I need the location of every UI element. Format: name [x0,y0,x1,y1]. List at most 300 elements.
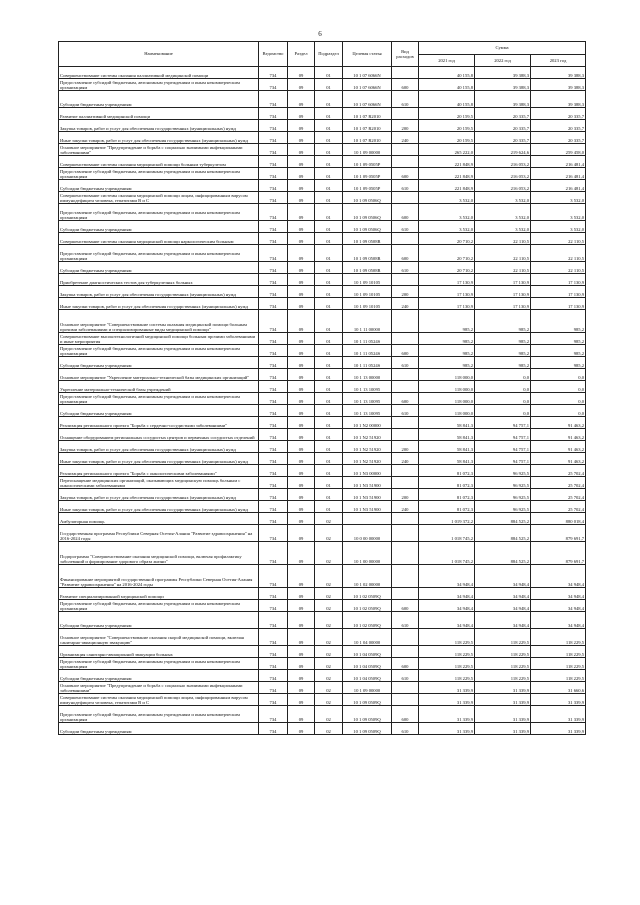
row-name-cell: Основное мероприятие "Предупреждение и борьба с социально значимыми инфекционными заболеваниями" [59,682,259,694]
row-2023-cell: 91 463,2 [531,429,586,441]
row-section-cell: 09 [288,629,315,646]
row-section-cell: 09 [288,565,315,588]
row-target-article-cell: 10 1 02 00000 [343,565,392,588]
row-target-article-cell: 10 1 02 0509Q [343,588,392,600]
row-expense-type-cell [392,565,419,588]
row-target-article-cell: 10 0 00 00000 [343,525,392,542]
row-expense-type-cell [392,67,419,79]
row-section-cell: 09 [288,67,315,79]
table-row [59,180,586,192]
row-name-cell: Субсидии бюджетным учреждениям [59,723,259,735]
row-subsection-cell: 01 [315,79,343,91]
row-expense-type-cell [392,477,419,489]
row-2022-cell: 219 624,6 [475,144,531,156]
row-2022-cell: 22 110,5 [475,262,531,274]
row-name-cell: Приобретение диагностических тестов для туберкулезных больных [59,274,259,286]
row-target-article-cell: 10 1 07 R2010 [343,132,392,144]
row-section-cell: 09 [288,168,315,180]
row-section-cell: 09 [288,658,315,670]
row-name-cell: Предоставление субсидий бюджетным, автономным учреждениям и иным некоммерческим организациям [59,168,259,180]
row-name-cell: Основное мероприятие "Укрепление материально-технической базы медицинских организаций" [59,369,259,381]
row-subsection-cell: 01 [315,108,343,120]
row-2022-cell: 884 525,2 [475,542,531,565]
row-2022-cell: 0,0 [475,369,531,381]
row-expense-type-cell [392,274,419,286]
row-subsection-cell: 01 [315,381,343,393]
row-expense-type-cell: 610 [392,405,419,417]
row-name-cell: Иные закупки товаров, работ и услуг для обеспечения государственных (муниципальных) нужд [59,298,259,310]
row-expense-type-cell [392,629,419,646]
row-2023-cell: 91 463,2 [531,441,586,453]
row-section-cell: 09 [288,144,315,156]
row-2022-cell: 34 948,4 [475,588,531,600]
table-row [59,465,586,477]
header-department: Ведомство [259,42,288,67]
row-2021-cell: 118 000,0 [419,393,475,405]
row-department-cell: 734 [259,453,288,465]
row-target-article-cell: 10 1 N3 51900 [343,501,392,513]
table-row [59,393,586,405]
row-subsection-cell: 02 [315,658,343,670]
table-row [59,694,586,706]
row-subsection-cell: 01 [315,192,343,204]
row-department-cell: 734 [259,221,288,233]
row-target-article-cell: 10 1 07 6066N [343,67,392,79]
row-section-cell: 09 [288,262,315,274]
table-row [59,706,586,723]
table-row [59,221,586,233]
row-2021-cell: 40 155,8 [419,67,475,79]
row-2023-cell: 34 948,4 [531,565,586,588]
row-2022-cell: 34 948,4 [475,600,531,612]
row-department-cell: 734 [259,91,288,108]
row-2023-cell: 0,0 [531,405,586,417]
row-2023-cell: 25 702,4 [531,465,586,477]
row-subsection-cell: 01 [315,465,343,477]
row-department-cell: 734 [259,108,288,120]
row-2021-cell: 985,2 [419,357,475,369]
row-section-cell: 09 [288,357,315,369]
row-department-cell: 734 [259,658,288,670]
row-expense-type-cell: 240 [392,501,419,513]
row-subsection-cell: 01 [315,417,343,429]
row-2021-cell: 20 159,5 [419,120,475,132]
row-subsection-cell: 02 [315,525,343,542]
row-name-cell: Организация санитарно-авиационной эвакуации больных [59,646,259,658]
row-2022-cell: 96 925,5 [475,489,531,501]
row-name-cell: Совершенствование системы оказания медицинской помощи больным туберкулезом [59,156,259,168]
row-2023-cell: 20 335,7 [531,108,586,120]
row-section-cell: 09 [288,298,315,310]
row-expense-type-cell: 600 [392,204,419,221]
row-section-cell: 09 [288,441,315,453]
row-2023-cell: 20 335,7 [531,120,586,132]
row-department-cell: 734 [259,233,288,245]
table-row [59,144,586,156]
row-2021-cell: 81 072,3 [419,489,475,501]
row-expense-type-cell: 200 [392,286,419,298]
row-target-article-cell: 10 1 02 0509Q [343,600,392,612]
row-name-cell: Субсидии бюджетным учреждениям [59,180,259,192]
row-2023-cell: 31 660,6 [531,682,586,694]
row-subsection-cell: 01 [315,144,343,156]
row-2021-cell: 34 948,4 [419,588,475,600]
row-target-article-cell: 10 1 09 0506Q [343,221,392,233]
row-target-article-cell: 10 1 N3 51900 [343,489,392,501]
row-2023-cell: 3 532,0 [531,221,586,233]
row-2022-cell: 17 130,9 [475,274,531,286]
row-name-cell: Субсидии бюджетным учреждениям [59,357,259,369]
row-department-cell: 734 [259,612,288,629]
row-2022-cell: 884 525,2 [475,525,531,542]
row-subsection-cell: 01 [315,393,343,405]
row-2021-cell: 3 532,0 [419,192,475,204]
row-department-cell: 734 [259,333,288,345]
row-name-cell: Закупка товаров, работ и услуг для обеспечения государственных (муниципальных) нужд [59,441,259,453]
row-2021-cell: 17 130,9 [419,274,475,286]
row-department-cell: 734 [259,417,288,429]
header-year-2022: 2022 год [475,55,531,67]
row-subsection-cell: 01 [315,168,343,180]
row-target-article-cell: 10 1 N2 00000 [343,417,392,429]
row-2023-cell: 216 481,4 [531,180,586,192]
row-section-cell: 09 [288,233,315,245]
row-subsection-cell: 02 [315,723,343,735]
row-2023-cell: 31 339,9 [531,706,586,723]
row-2022-cell: 96 925,5 [475,501,531,513]
row-target-article-cell: 10 1 09 0508R [343,262,392,274]
row-subsection-cell: 02 [315,542,343,565]
row-section-cell: 09 [288,91,315,108]
row-department-cell: 734 [259,144,288,156]
row-subsection-cell: 01 [315,489,343,501]
row-target-article-cell: 10 1 09 00000 [343,144,392,156]
table-row [59,565,586,588]
row-name-cell: Предоставление субсидий бюджетным, автономным учреждениям и иным некоммерческим организациям [59,204,259,221]
row-expense-type-cell: 200 [392,441,419,453]
table-row [59,345,586,357]
row-section-cell: 09 [288,501,315,513]
header-expense-type: Вид расходов [392,42,419,67]
table-row [59,429,586,441]
row-2023-cell: 39 388,3 [531,79,586,91]
row-department-cell: 734 [259,357,288,369]
row-department-cell: 734 [259,168,288,180]
row-2023-cell: 17 130,9 [531,286,586,298]
row-subsection-cell: 01 [315,405,343,417]
row-2022-cell: 20 335,7 [475,120,531,132]
row-name-cell: Подпрограмма "Совершенствование оказания медицинской помощи, включая профилактику заболеваний и формирование здорового образа жизни" [59,542,259,565]
row-2021-cell: 31 339,9 [419,694,475,706]
row-subsection-cell: 01 [315,357,343,369]
row-expense-type-cell: 610 [392,357,419,369]
row-department-cell: 734 [259,156,288,168]
row-2021-cell: 17 130,9 [419,286,475,298]
row-name-cell: Предоставление субсидий бюджетным, автономным учреждениям и иным некоммерческим организациям [59,706,259,723]
row-2023-cell: 118 229,5 [531,629,586,646]
row-name-cell: Закупка товаров, работ и услуг для обеспечения государственных (муниципальных) нужд [59,489,259,501]
header-name: Наименование [59,42,259,67]
row-2022-cell: 3 532,0 [475,204,531,221]
row-subsection-cell: 01 [315,286,343,298]
row-2023-cell: 3 532,0 [531,204,586,221]
row-2022-cell: 31 339,9 [475,682,531,694]
row-section-cell: 09 [288,417,315,429]
row-expense-type-cell: 200 [392,489,419,501]
row-2022-cell: 22 110,5 [475,245,531,262]
row-subsection-cell: 01 [315,67,343,79]
row-2022-cell: 985,2 [475,310,531,333]
row-2021-cell: 81 072,3 [419,465,475,477]
row-2023-cell: 0,0 [531,369,586,381]
row-2021-cell: 31 339,9 [419,706,475,723]
row-2022-cell: 34 948,4 [475,612,531,629]
row-section-cell: 09 [288,682,315,694]
row-subsection-cell: 01 [315,156,343,168]
row-2023-cell: 985,2 [531,357,586,369]
page-number: 6 [318,30,322,38]
table-row [59,168,586,180]
row-expense-type-cell: 610 [392,262,419,274]
table-row [59,489,586,501]
row-department-cell: 734 [259,646,288,658]
row-2022-cell: 31 339,9 [475,723,531,735]
row-section-cell: 09 [288,369,315,381]
row-expense-type-cell [392,694,419,706]
row-expense-type-cell: 240 [392,453,419,465]
row-section-cell: 09 [288,180,315,192]
row-expense-type-cell: 610 [392,723,419,735]
row-name-cell: Основное мероприятие "Предупреждение и борьба с социально значимыми инфекционными заболеваниями" [59,144,259,156]
row-expense-type-cell: 610 [392,612,419,629]
table-row [59,310,586,333]
row-2022-cell: 118 229,5 [475,646,531,658]
row-2022-cell: 3 532,0 [475,221,531,233]
row-target-article-cell [343,513,392,525]
row-expense-type-cell [392,192,419,204]
row-expense-type-cell: 610 [392,91,419,108]
row-target-article-cell: 10 1 00 00000 [343,542,392,565]
row-department-cell: 734 [259,489,288,501]
row-2022-cell: 884 525,2 [475,513,531,525]
row-subsection-cell: 01 [315,453,343,465]
row-2022-cell: 118 229,5 [475,629,531,646]
row-target-article-cell: 10 1 N3 00000 [343,465,392,477]
row-department-cell: 734 [259,286,288,298]
row-department-cell: 734 [259,120,288,132]
row-section-cell: 09 [288,245,315,262]
row-name-cell: Иные закупки товаров, работ и услуг для обеспечения государственных (муниципальных) нужд [59,453,259,465]
row-2021-cell: 118 000,0 [419,369,475,381]
row-expense-type-cell: 600 [392,345,419,357]
row-section-cell: 09 [288,670,315,682]
row-expense-type-cell: 610 [392,670,419,682]
table-row [59,262,586,274]
row-2023-cell: 985,2 [531,345,586,357]
row-expense-type-cell: 600 [392,393,419,405]
row-section-cell: 09 [288,192,315,204]
row-2021-cell: 1 018 745,2 [419,525,475,542]
row-name-cell: Совершенствование системы оказания паллиативной медицинской помощи [59,67,259,79]
row-subsection-cell: 02 [315,588,343,600]
table-row [59,682,586,694]
row-section-cell: 09 [288,204,315,221]
row-expense-type-cell [392,310,419,333]
row-name-cell: Закупка товаров, работ и услуг для обеспечения государственных (муниципальных) нужд [59,120,259,132]
row-target-article-cell: 10 1 07 R2010 [343,108,392,120]
row-2021-cell: 221 848,9 [419,156,475,168]
row-subsection-cell: 02 [315,646,343,658]
row-2023-cell: 880 018,4 [531,513,586,525]
row-department-cell: 734 [259,706,288,723]
table-row [59,298,586,310]
row-2023-cell: 39 388,3 [531,67,586,79]
table-row [59,274,586,286]
table-row [59,612,586,629]
row-2023-cell: 25 702,4 [531,477,586,489]
row-2021-cell: 985,2 [419,310,475,333]
row-2021-cell: 221 848,9 [419,180,475,192]
table-row [59,646,586,658]
row-department-cell: 734 [259,310,288,333]
row-2023-cell: 118 229,5 [531,670,586,682]
row-subsection-cell: 02 [315,670,343,682]
row-target-article-cell: 10 1 11 0524S [343,345,392,357]
row-section-cell: 09 [288,723,315,735]
row-name-cell: Субсидии бюджетным учреждениям [59,221,259,233]
row-2021-cell: 985,2 [419,333,475,345]
row-2022-cell: 39 388,3 [475,79,531,91]
row-subsection-cell: 01 [315,345,343,357]
row-2023-cell: 31 339,9 [531,694,586,706]
row-name-cell: Переоснащение медицинских организаций, оказывающих медицинскую помощь больным с онкологическими заболеваниями [59,477,259,489]
table-row [59,357,586,369]
row-target-article-cell: 10 1 09 0505P [343,180,392,192]
row-name-cell: Основное мероприятие "Совершенствование оказания скорой медицинской помощи, включая санитарно-авиационную эвакуацию" [59,629,259,646]
row-2023-cell: 216 481,4 [531,156,586,168]
row-target-article-cell: 10 1 09 0509Q [343,723,392,735]
row-target-article-cell: 10 1 13 10095 [343,393,392,405]
row-expense-type-cell [392,233,419,245]
row-name-cell: Субсидии бюджетным учреждениям [59,405,259,417]
row-expense-type-cell: 200 [392,120,419,132]
row-2021-cell: 58 841,3 [419,417,475,429]
row-2023-cell: 879 691,7 [531,542,586,565]
row-2022-cell: 22 110,5 [475,233,531,245]
row-section-cell: 09 [288,477,315,489]
row-section-cell: 09 [288,405,315,417]
row-2021-cell: 34 948,4 [419,565,475,588]
row-expense-type-cell [392,156,419,168]
row-target-article-cell: 10 1 07 6066N [343,79,392,91]
row-section-cell: 09 [288,274,315,286]
row-2021-cell: 118 229,5 [419,646,475,658]
row-target-article-cell: 10 1 09 00000 [343,682,392,694]
table-row [59,204,586,221]
row-2021-cell: 17 130,9 [419,298,475,310]
row-name-cell: Предоставление субсидий бюджетным, автономным учреждениям и иным некоммерческим организациям [59,600,259,612]
row-2022-cell: 96 925,5 [475,477,531,489]
table-row [59,670,586,682]
row-expense-type-cell: 610 [392,180,419,192]
row-subsection-cell: 01 [315,310,343,333]
row-name-cell: Субсидии бюджетным учреждениям [59,612,259,629]
row-2022-cell: 17 130,9 [475,298,531,310]
row-2023-cell: 118 229,5 [531,658,586,670]
row-department-cell: 734 [259,588,288,600]
row-name-cell: Укрепление материально-технической базы учреждений [59,381,259,393]
row-department-cell: 734 [259,405,288,417]
row-section-cell: 09 [288,612,315,629]
row-department-cell: 734 [259,369,288,381]
row-subsection-cell: 01 [315,274,343,286]
row-2021-cell: 1 019 372,2 [419,513,475,525]
table-row [59,132,586,144]
table-row [59,91,586,108]
row-2022-cell: 20 335,7 [475,132,531,144]
row-department-cell: 734 [259,682,288,694]
row-2021-cell: 118 229,5 [419,629,475,646]
row-2023-cell: 22 110,5 [531,262,586,274]
row-target-article-cell: 10 1 09 0505P [343,168,392,180]
row-expense-type-cell [392,513,419,525]
row-2021-cell: 3 532,0 [419,221,475,233]
row-department-cell: 734 [259,723,288,735]
row-subsection-cell: 02 [315,629,343,646]
table-row [59,333,586,345]
row-subsection-cell: 01 [315,262,343,274]
row-expense-type-cell: 600 [392,706,419,723]
table-row [59,120,586,132]
table-row [59,600,586,612]
row-2022-cell: 216 053,2 [475,180,531,192]
row-department-cell: 734 [259,345,288,357]
row-section-cell: 09 [288,221,315,233]
row-2023-cell: 0,0 [531,393,586,405]
row-department-cell: 734 [259,67,288,79]
row-2022-cell: 0,0 [475,405,531,417]
row-target-article-cell: 10 1 09 0506Q [343,192,392,204]
row-2022-cell: 3 532,0 [475,192,531,204]
row-department-cell: 734 [259,79,288,91]
row-expense-type-cell: 600 [392,658,419,670]
table-row [59,369,586,381]
row-2023-cell: 259 458,0 [531,144,586,156]
row-2021-cell: 31 339,9 [419,682,475,694]
row-name-cell: Реализация регионального проекта "Борьба с онкологическими заболеваниями" [59,465,259,477]
row-2022-cell: 94 757,1 [475,429,531,441]
row-2022-cell: 216 053,2 [475,168,531,180]
row-2022-cell: 985,2 [475,345,531,357]
header-section: Раздел [288,42,315,67]
table-row [59,441,586,453]
row-2021-cell: 20 710,2 [419,262,475,274]
row-2021-cell: 34 948,4 [419,612,475,629]
row-2023-cell: 91 463,2 [531,417,586,429]
row-expense-type-cell [392,525,419,542]
row-2022-cell: 94 757,1 [475,453,531,465]
table-row [59,108,586,120]
table-row [59,513,586,525]
row-2021-cell: 118 000,0 [419,405,475,417]
row-2021-cell: 81 072,3 [419,477,475,489]
row-name-cell: Предоставление субсидий бюджетным, автономным учреждениям и иным некоммерческим организациям [59,393,259,405]
row-target-article-cell: 10 1 N3 51900 [343,477,392,489]
row-subsection-cell: 02 [315,513,343,525]
row-department-cell: 734 [259,477,288,489]
row-name-cell: Предоставление субсидий бюджетным, автономным учреждениям и иным некоммерческим организациям [59,79,259,91]
row-section-cell: 09 [288,489,315,501]
